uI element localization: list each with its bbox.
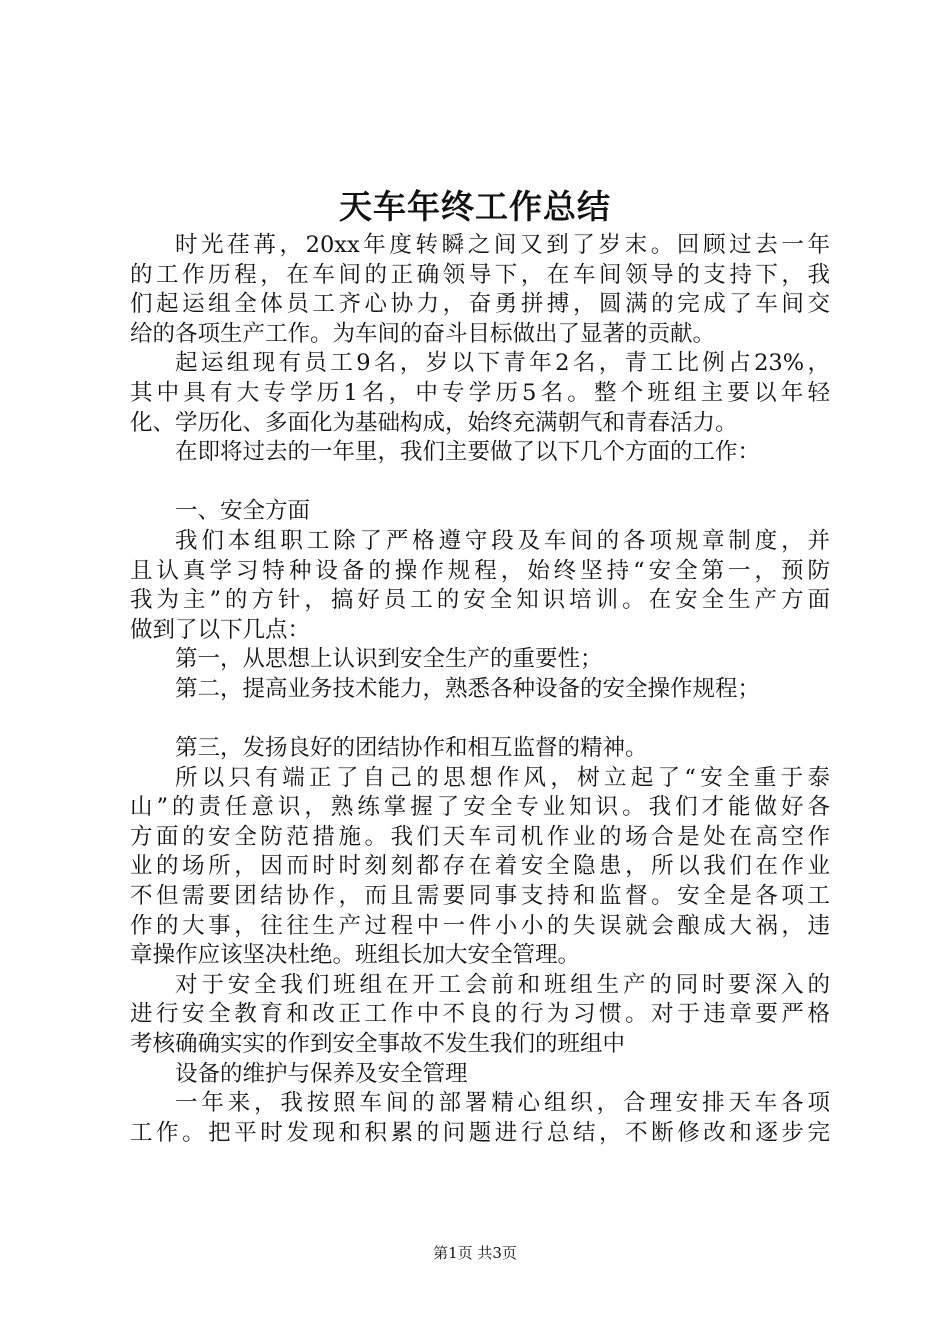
blank-line [130,468,830,498]
body-text-line: 所以只有端正了自己的思想作风，树立起了“安全重于泰 [175,764,830,791]
body-text-line: 且认真学习特种设备的操作规程，始终坚持“安全第一，预防 [130,557,830,584]
body-text-line: 第一，从思想上认识到安全生产的重要性； [175,646,603,673]
body-text-line: 对于安全我们班组在开工会前和班组生产的同时要深入的 [175,971,830,998]
body-text-line: 一、安全方面 [175,498,311,525]
body-text-line: 化、学历化、多面化为基础构成，始终充满朝气和青春活力。 [130,409,738,436]
body-text-line: 方面的安全防范措施。我们天车司机作业的场合是处在高空作 [130,823,830,850]
body-text-line: 不但需要团结协作，而且需要同事支持和监督。安全是各项工 [130,883,830,910]
body-text-line: 在即将过去的一年里，我们主要做了以下几个方面的工作： [175,439,761,466]
body-text-line: 起运组现有员工9名，岁以下青年2名，青工比例占23%， [175,350,830,377]
body-text-line: 第二，提高业务技术能力，熟悉各种设备的安全操作规程； [175,675,761,702]
body-text-line: 们起运组全体员工齐心协力，奋勇拼搏，圆满的完成了车间交 [130,291,830,318]
body-text-line: 章操作应该坚决杜绝。班组长加大安全管理。 [130,942,581,969]
body-text-line: 山”的责任意识，熟练掌握了安全专业知识。我们才能做好各 [130,794,830,821]
body-text-line: 做到了以下几点： [130,616,311,643]
document-body [130,231,830,1148]
document-title: 天车年终工作总结 [339,187,611,226]
body-text-line: 给的各项生产工作。为车间的奋斗目标做出了显著的贡献。 [130,320,716,347]
body-text-line: 的工作历程，在车间的正确领导下，在车间领导的支持下，我 [130,261,830,288]
body-text-line: 进行安全教育和改正工作中不良的行为习惯。对于违章要严格 [130,1001,830,1028]
body-text-line: 业的场所，因而时时刻刻都存在着安全隐患，所以我们在作业 [130,853,830,880]
body-text-line: 一年来，我按照车间的部署精心组织，合理安排天车各项 [175,1090,830,1117]
body-text-line: 我们本组职工除了严格遵守段及车间的各项规章制度，并 [175,527,830,554]
body-text-line: 工作。把平时发现和积累的问题进行总结，不断修改和逐步完 [130,1119,830,1146]
body-text-line: 我为主”的方针，搞好员工的安全知识培训。在安全生产方面 [130,587,830,614]
body-text-line: 时光荏苒，20xx年度转瞬之间又到了岁末。回顾过去一年 [175,232,830,258]
body-text-line: 第三，发扬良好的团结协作和相互监督的精神。 [175,735,648,762]
body-text-line: 作的大事，往往生产过程中一件小小的失误就会酿成大祸，违 [130,912,830,939]
body-text-line: 设备的维护与保养及安全管理 [175,1060,468,1087]
body-text-line: 其中具有大专学历1名，中专学历5名。整个班组主要以年轻 [130,379,830,406]
page-footer: 第1页 共3页 [433,1244,517,1262]
blank-line [130,705,830,735]
body-text-line: 考核确确实实的作到安全事故不发生我们的班组中 [130,1031,626,1058]
